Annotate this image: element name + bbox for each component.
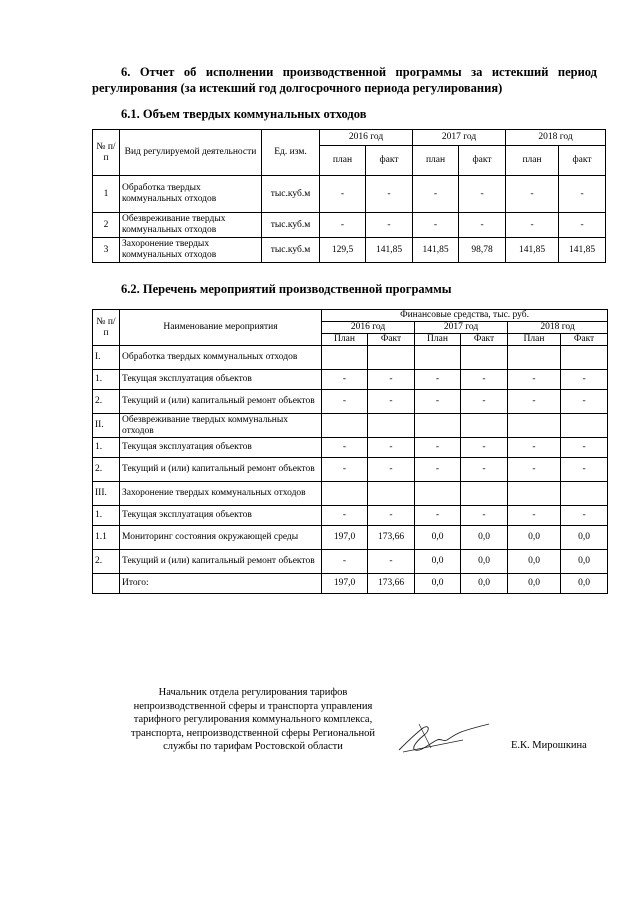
col-activity-header: Вид регулируемой деятельности — [120, 130, 262, 176]
cell-value: - — [415, 506, 461, 526]
cell-value: 0,0 — [415, 550, 461, 574]
row-num: II. — [93, 414, 120, 438]
col-num-header: № п/п — [93, 310, 120, 346]
cell-value: - — [366, 213, 413, 238]
cell-value: 141,85 — [559, 238, 606, 263]
cell-value: - — [508, 458, 561, 482]
volume-table — [92, 129, 606, 263]
cell-value: 0,0 — [461, 574, 508, 594]
table-row — [93, 438, 608, 458]
row-name: Обработка твердых коммунальных отходов — [120, 346, 322, 370]
signatory-name: Е.К. Мирошкина — [511, 740, 587, 751]
row-unit: тыс.куб.м — [262, 176, 320, 213]
table-row — [93, 370, 608, 390]
cell-value: - — [368, 370, 415, 390]
plan-header: План — [322, 334, 368, 346]
row-name: Текущий и (или) капитальный ремонт объектов — [120, 458, 322, 482]
fact-header: факт — [459, 146, 506, 176]
cell-value: - — [561, 458, 608, 482]
plan-header: план — [506, 146, 559, 176]
table-row — [93, 390, 608, 414]
cell-value — [508, 482, 561, 506]
row-name: Текущая эксплуатация объектов — [120, 370, 322, 390]
cell-value: - — [461, 438, 508, 458]
row-name: Текущая эксплуатация объектов — [120, 438, 322, 458]
cell-value — [322, 482, 368, 506]
table-row — [93, 346, 608, 370]
cell-value: 141,85 — [506, 238, 559, 263]
col-unit-header: Ед. изм. — [262, 130, 320, 176]
row-unit: тыс.куб.м — [262, 213, 320, 238]
row-num: 2 — [93, 213, 120, 238]
cell-value: 0,0 — [561, 526, 608, 550]
cell-value: - — [506, 176, 559, 213]
plan-header: план — [320, 146, 366, 176]
cell-value: - — [366, 176, 413, 213]
cell-value: - — [561, 506, 608, 526]
cell-value: - — [559, 176, 606, 213]
cell-value — [415, 346, 461, 370]
col-num-header: № п/п — [93, 130, 120, 176]
cell-value: - — [322, 370, 368, 390]
row-num: 1. — [93, 506, 120, 526]
finance-header: Финансовые средства, тыс. руб. — [322, 310, 608, 322]
cell-value: - — [508, 438, 561, 458]
row-name: Текущий и (или) капитальный ремонт объектов — [120, 550, 322, 574]
year-2017-header: 2017 год — [413, 130, 506, 146]
year-2018-header: 2018 год — [508, 322, 608, 334]
cell-value: - — [368, 438, 415, 458]
cell-value: 0,0 — [415, 574, 461, 594]
cell-value — [561, 414, 608, 438]
fact-header: факт — [366, 146, 413, 176]
cell-value: 0,0 — [461, 550, 508, 574]
row-num: 1. — [93, 438, 120, 458]
year-2018-header: 2018 год — [506, 130, 606, 146]
cell-value — [322, 346, 368, 370]
table-row — [93, 213, 606, 238]
cell-value: - — [322, 438, 368, 458]
row-name: Обезвреживание твердых коммунальных отходов — [120, 414, 322, 438]
row-name: Захоронение твердых коммунальных отходов — [120, 238, 262, 263]
cell-value — [561, 346, 608, 370]
cell-value: 197,0 — [322, 574, 368, 594]
cell-value: - — [368, 458, 415, 482]
row-num: I. — [93, 346, 120, 370]
cell-value — [368, 482, 415, 506]
cell-value: - — [415, 438, 461, 458]
cell-value: - — [322, 506, 368, 526]
cell-value: - — [508, 506, 561, 526]
cell-value: - — [368, 550, 415, 574]
year-2016-header: 2016 год — [320, 130, 413, 146]
cell-value: - — [322, 550, 368, 574]
cell-value — [461, 414, 508, 438]
cell-value: 141,85 — [413, 238, 459, 263]
row-num: 3 — [93, 238, 120, 263]
cell-value: - — [561, 390, 608, 414]
table1-title: 6.1. Объем твердых коммунальных отходов — [121, 107, 367, 121]
table-row — [93, 176, 606, 213]
cell-value: - — [322, 390, 368, 414]
cell-value — [508, 414, 561, 438]
cell-value: - — [461, 458, 508, 482]
row-name: Итого: — [120, 574, 322, 594]
cell-value: - — [415, 458, 461, 482]
row-num: 1 — [93, 176, 120, 213]
row-num — [93, 574, 120, 594]
cell-value: - — [559, 213, 606, 238]
cell-value: - — [461, 506, 508, 526]
cell-value — [415, 482, 461, 506]
cell-value: - — [508, 390, 561, 414]
cell-value: 0,0 — [561, 550, 608, 574]
cell-value — [368, 414, 415, 438]
cell-value: 173,66 — [368, 526, 415, 550]
signatory-line: тарифного регулирования коммунального комплекса, — [133, 714, 373, 725]
signatory-line: непроизводственной сферы и транспорта управления — [133, 700, 373, 712]
activities-body — [93, 346, 608, 594]
cell-value — [415, 414, 461, 438]
cell-value: 0,0 — [461, 526, 508, 550]
row-name: Обработка твердых коммунальных отходов — [120, 176, 262, 213]
table2-title: 6.2. Перечень мероприятий производственной программы — [121, 282, 452, 296]
row-num: 2. — [93, 390, 120, 414]
cell-value: 197,0 — [322, 526, 368, 550]
cell-value: - — [368, 390, 415, 414]
year-2016-header: 2016 год — [322, 322, 415, 334]
row-num: III. — [93, 482, 120, 506]
cell-value: 129,5 — [320, 238, 366, 263]
fact-header: факт — [559, 146, 606, 176]
cell-value: 0,0 — [415, 526, 461, 550]
section-6-title-line1: 6. Отчет об исполнении производственной программы за истекший период — [121, 65, 597, 79]
row-num: 2. — [93, 458, 120, 482]
cell-value: - — [561, 438, 608, 458]
cell-value: 141,85 — [366, 238, 413, 263]
cell-value — [368, 346, 415, 370]
signatory-line: Начальник отдела регулирования тарифов — [158, 687, 348, 698]
section-6-title-line2: регулирования (за истекший год долгосрочного периода регулирования) — [92, 81, 503, 95]
row-name: Текущий и (или) капитальный ремонт объектов — [120, 390, 322, 414]
section-6-title — [92, 64, 597, 96]
cell-value: - — [322, 458, 368, 482]
cell-value: - — [561, 370, 608, 390]
cell-value: - — [415, 390, 461, 414]
cell-value: - — [413, 176, 459, 213]
fact-header: Факт — [368, 334, 415, 346]
plan-header: план — [413, 146, 459, 176]
plan-header: План — [415, 334, 461, 346]
table-row — [93, 414, 608, 438]
cell-value: - — [459, 213, 506, 238]
cell-value: - — [368, 506, 415, 526]
cell-value — [461, 346, 508, 370]
row-num: 1. — [93, 370, 120, 390]
fact-header: Факт — [461, 334, 508, 346]
cell-value: 0,0 — [561, 574, 608, 594]
cell-value — [508, 346, 561, 370]
cell-value: - — [413, 213, 459, 238]
signatory-line: транспорта, непроизводственной сферы Региональной — [130, 727, 375, 739]
cell-value: - — [461, 390, 508, 414]
cell-value: 0,0 — [508, 550, 561, 574]
year-2017-header: 2017 год — [415, 322, 508, 334]
cell-value: 0,0 — [508, 574, 561, 594]
cell-value: 98,78 — [459, 238, 506, 263]
handwritten-signature — [393, 714, 493, 760]
row-name: Обезвреживание твердых коммунальных отходов — [120, 213, 262, 238]
table-row — [93, 458, 608, 482]
cell-value: 173,66 — [368, 574, 415, 594]
cell-value: - — [415, 370, 461, 390]
row-num: 1.1 — [93, 526, 120, 550]
signatory-line: службы по тарифам Ростовской области — [163, 741, 343, 752]
fact-header: Факт — [561, 334, 608, 346]
table-row — [93, 550, 608, 574]
table-row — [93, 526, 608, 550]
table-row — [93, 238, 606, 263]
cell-value — [322, 414, 368, 438]
cell-value — [461, 482, 508, 506]
cell-value — [561, 482, 608, 506]
col-name-header: Наименование мероприятия — [120, 310, 322, 346]
table-row — [93, 482, 608, 506]
signatory-position — [118, 686, 388, 754]
cell-value: - — [320, 213, 366, 238]
row-name: Захоронение твердых коммунальных отходов — [120, 482, 322, 506]
table-row — [93, 506, 608, 526]
plan-header: План — [508, 334, 561, 346]
row-unit: тыс.куб.м — [262, 238, 320, 263]
cell-value: - — [459, 176, 506, 213]
row-num: 2. — [93, 550, 120, 574]
row-name: Мониторинг состояния окружающей среды — [120, 526, 322, 550]
cell-value: - — [320, 176, 366, 213]
cell-value: 0,0 — [508, 526, 561, 550]
row-name: Текущая эксплуатация объектов — [120, 506, 322, 526]
cell-value: - — [508, 370, 561, 390]
cell-value: - — [461, 370, 508, 390]
activities-table — [92, 309, 608, 594]
cell-value: - — [506, 213, 559, 238]
table-row — [93, 574, 608, 594]
